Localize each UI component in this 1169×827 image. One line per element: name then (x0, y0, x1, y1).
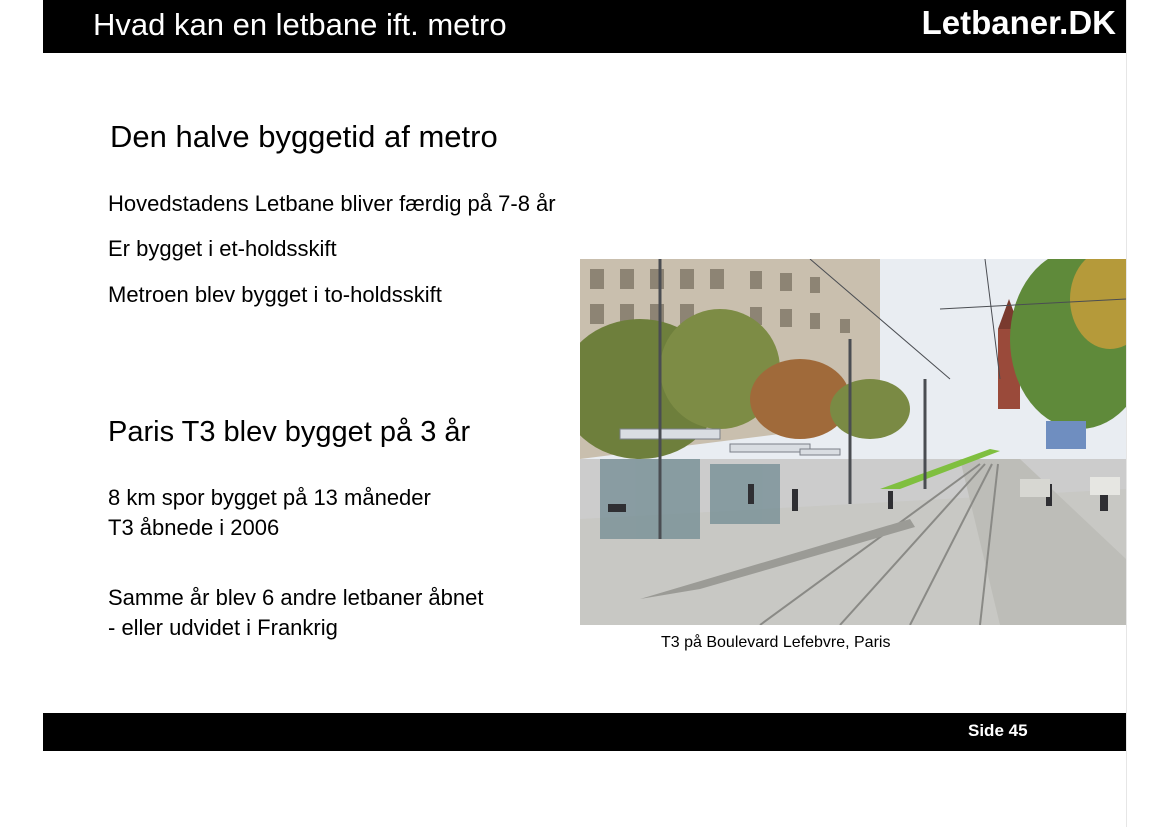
page-number: Side 45 (968, 721, 1028, 740)
header-bar (43, 0, 1126, 53)
slide (43, 0, 1126, 751)
note-line-1: Samme år blev 6 andre letbaner åbnet (108, 585, 484, 610)
tram-photo (580, 259, 1126, 625)
slide-title: Hvad kan en letbane ift. metro (93, 7, 507, 42)
note-line-2: - eller udvidet i Frankrig (108, 615, 338, 640)
brand-logo-text: Letbaner.DK (921, 4, 1116, 41)
fact-2: T3 åbnede i 2006 (108, 515, 280, 540)
page-edge-line (1126, 0, 1127, 827)
footer-bar (43, 713, 1126, 751)
photo-caption: T3 på Boulevard Lefebvre, Paris (661, 634, 891, 651)
point-2: Er bygget i et-holdsskift (108, 236, 337, 261)
section-heading: Den halve byggetid af metro (110, 119, 498, 154)
point-3: Metroen blev bygget i to-holdsskift (108, 282, 442, 307)
paris-heading: Paris T3 blev bygget på 3 år (108, 416, 471, 448)
fact-1: 8 km spor bygget på 13 måneder (108, 485, 431, 510)
point-1: Hovedstadens Letbane bliver færdig på 7-8 år (108, 191, 556, 216)
